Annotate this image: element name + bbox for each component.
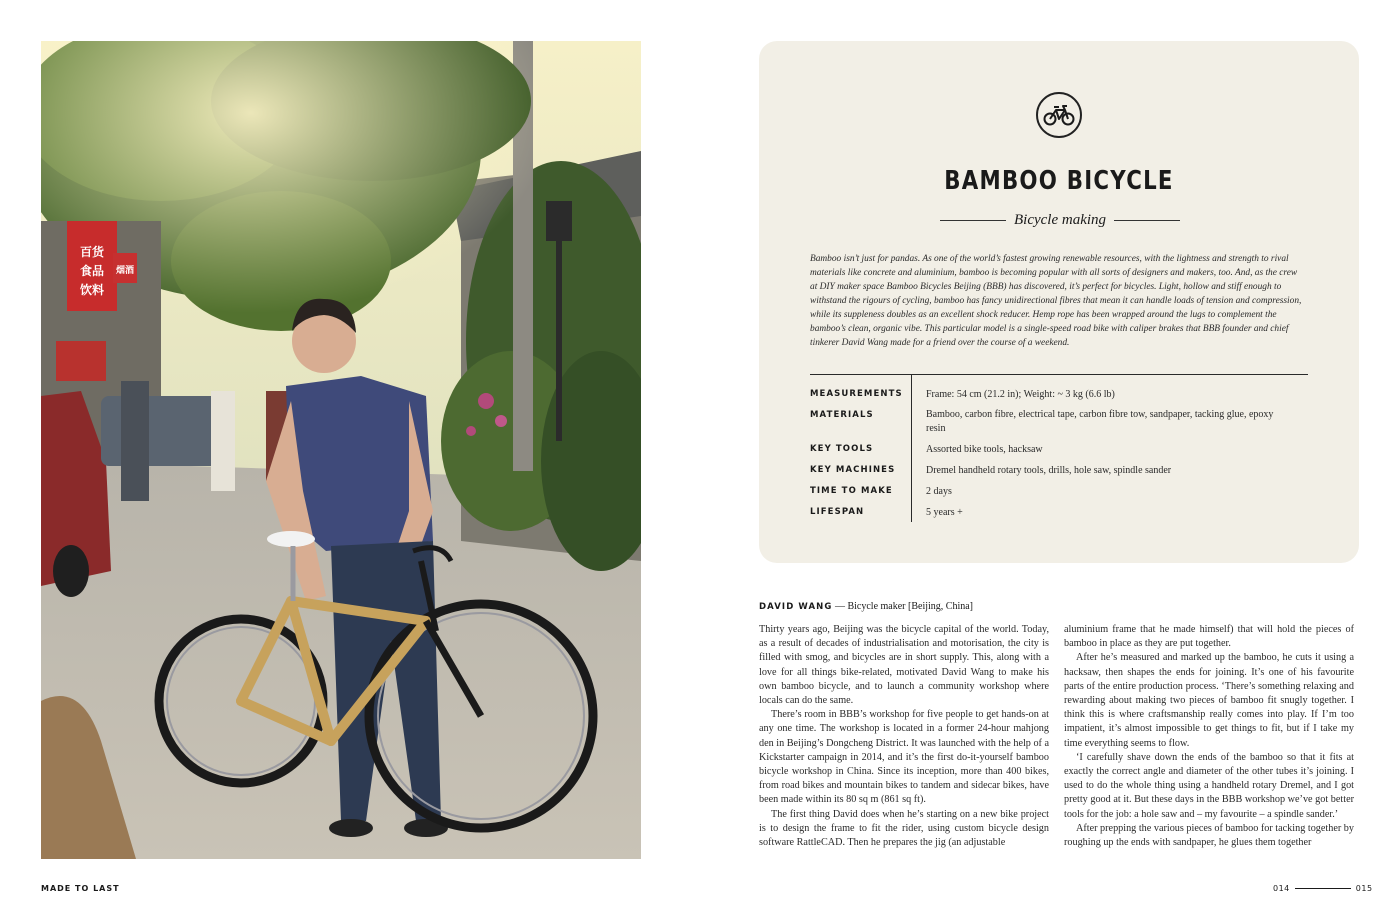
spec-label-time-to-make: TIME TO MAKE xyxy=(810,486,893,496)
spec-value-measurements: Frame: 54 cm (21.2 in); Weight: ~ 3 kg (6.6 lb) xyxy=(926,389,1115,400)
spec-value-lifespan: 5 years + xyxy=(926,507,963,518)
spec-label-measurements: MEASUREMENTS xyxy=(810,389,903,399)
article-paragraph: After prepping the various pieces of bamboo for tacking together by roughing up the ends with sandpaper, he glues them together xyxy=(1064,822,1354,849)
shop-sign-text-3: 饮料 xyxy=(79,283,105,297)
article-column-1 xyxy=(759,623,1049,850)
page-numbers xyxy=(1273,884,1373,893)
article-paragraph: After he’s measured and marked up the bamboo, he cuts it using a hacksaw, then shapes the ends for joining. It’s one of his favourite parts of the entire production process. ‘There’s something relaxing and rewarding about making two pieces of bamboo fit snugly together. I think this is where craftsmanship really comes into play. If I’m too impatient, it’s almost impossible to get things to fit, but if I take my time everything seems to flow. xyxy=(1064,652,1354,749)
article-paragraph: The first thing David does when he’s starting on a new bike project is to design the frame to fit the rider, using custom bicycle design software RattleCAD. Then he prepares the jig (an adjustable xyxy=(759,808,1049,849)
spec-label-key-machines: KEY MACHINES xyxy=(810,465,896,475)
spec-label-materials: MATERIALS xyxy=(810,410,874,420)
hutong-photo xyxy=(41,41,641,859)
article-paragraph: Thirty years ago, Beijing was the bicycle capital of the world. Today, as a result of decades of industrialisation and motorisation, the city is filled with smog, and bicycles are in short supply. This, along with a love for all things bike-related, motivated David Wang to make his own bamboo bicycle, and to launch a community workshop where locals can do the same. xyxy=(759,624,1049,707)
book-title-footer: MADE TO LAST xyxy=(41,884,120,893)
spec-column-divider xyxy=(911,375,912,522)
byline-role: Bicycle maker [Beijing, China] xyxy=(847,601,974,612)
spec-value-key-tools: Assorted bike tools, hacksaw xyxy=(926,444,1043,455)
shop-sign-text-1: 百货 xyxy=(79,245,105,259)
spec-label-key-tools: KEY TOOLS xyxy=(810,444,874,454)
subtitle-row xyxy=(940,209,1180,231)
article-paragraph: ‘I carefully shave down the ends of the bamboo so that it fits at exactly the correct angle and diameter of the other tubes it’s joining. I used to do the whole thing using a handheld rotary Dremel, and I got pretty good at it. But these days in the BBB workshop we’ve got better tools for the job: a hole saw and – my favourite – a spindle sander.’ xyxy=(1064,751,1354,820)
page-number-left: 014 xyxy=(1273,884,1290,893)
article-column-2 xyxy=(1064,623,1354,850)
page-number-right: 015 xyxy=(1355,884,1373,893)
byline-name: DAVID WANG xyxy=(759,602,833,612)
bicycle-icon xyxy=(1036,92,1082,138)
byline-dash: — xyxy=(834,601,845,612)
spec-divider xyxy=(810,374,1308,375)
article-paragraph: There’s room in BBB’s workshop for five people to get hands-on at any one time. The workshop is located in a former 24-hour mahjong den in Beijing’s Dongcheng District. It was launched with the help of a Kickstarter campaign in 2014, and it’s the first do-it-yourself bamboo bicycle workshop in China. Since its inception, more than 400 bikes, from road bikes and mountain bikes to tandem and sidecar bikes, have been made within its 80 sq m (861 sq ft). xyxy=(759,709,1049,806)
shop-sign-text-4: 烟酒 xyxy=(115,266,135,276)
byline xyxy=(759,601,973,612)
project-intro: Bamboo isn’t just for pandas. As one of the world’s fastest growing renewable resources, with the lightness and strength to rival materials like concrete and aluminium, bamboo is becoming popular with all sorts of designers and makers, too. And, as the crew at DIY maker space Bamboo Bicycles Beijing (BBB) has discovered, it’s perfect for bicycles. Light, hollow and stiff enough to withstand the rigours of cycling, bamboo has fancy unidirectional fibres that mean it can handle loads of tension and compression, while its suppleness doubles as an excellent shock reducer. Hemp rope has been wrapped around the lugs to complement the bamboo’s clean, organic vibe. This particular model is a single-speed road bike with caliper brakes that BBB founder and chief tinkerer David Wang made for a friend over the course of a weekend. xyxy=(810,254,1302,348)
project-title: BAMBOO BICYCLE xyxy=(944,166,1174,196)
spec-label-lifespan: LIFESPAN xyxy=(810,507,865,517)
article-paragraph: aluminium frame that he made himself) that will hold the pieces of bamboo in place as they are put together. xyxy=(1064,624,1354,650)
spec-value-materials: Bamboo, carbon fibre, electrical tape, carbon fibre tow, sandpaper, tacking glue, epoxy resin xyxy=(926,409,1274,434)
subtitle-rule-right xyxy=(1114,220,1180,221)
page-number-rule xyxy=(1295,888,1351,889)
spec-value-time-to-make: 2 days xyxy=(926,486,952,497)
spec-value-key-machines: Dremel handheld rotary tools, drills, hole saw, spindle sander xyxy=(926,465,1172,476)
subtitle-rule-left xyxy=(940,220,1006,221)
shop-sign-text-2: 食品 xyxy=(79,264,105,278)
project-subtitle: Bicycle making xyxy=(1013,211,1107,228)
